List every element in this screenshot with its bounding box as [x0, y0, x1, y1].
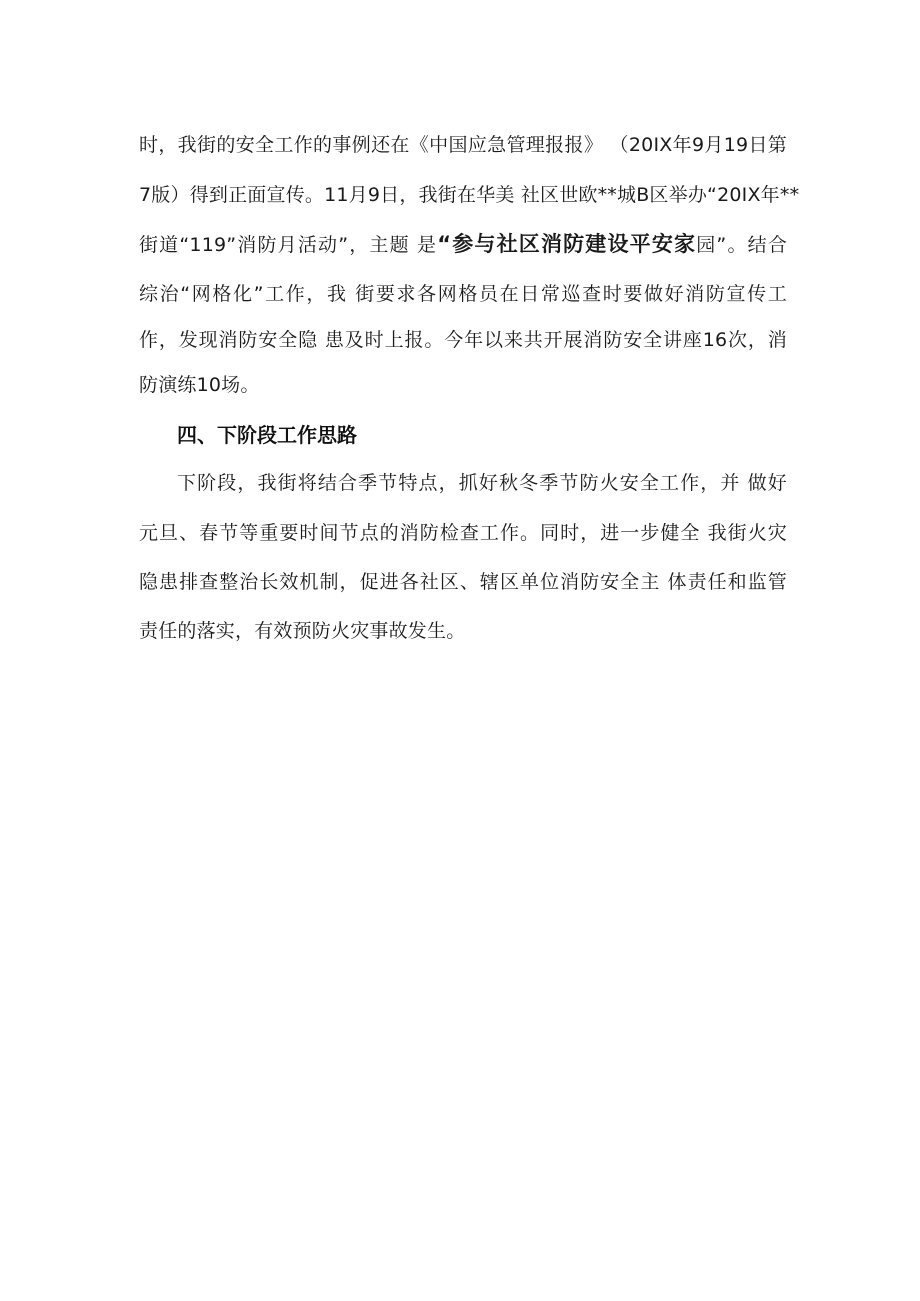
paragraph-line-3: [139, 233, 787, 256]
line-3-suffix: 园”。结合: [696, 234, 788, 256]
paragraph-line-4: 综治“网格化”工作，我 街要求各网格员在日常巡查时要做好消防宣传工: [139, 283, 787, 305]
section4-line-4: 责任的落实，有效预防火灾事故发生。: [139, 620, 466, 642]
section-heading: 四、下阶段工作思路: [177, 423, 357, 447]
section4-line-3: 隐患排查整治长效机制，促进各社区、辖区单位消防安全主 体责任和监管: [139, 571, 787, 593]
activity-theme: “参与社区消防建设平安家: [437, 232, 697, 256]
paragraph-line-5: 作，发现消防安全隐 患及时上报。今年以来共开展消防安全讲座16次，消: [139, 329, 787, 351]
section4-line-1: 下阶段，我街将结合季节特点，抓好秋冬季节防火安全工作，并 做好: [177, 472, 787, 494]
paragraph-line-2: 7版）得到正面宣传。11月9日，我街在华美 社区世欧**城B区举办“20IX年**: [139, 184, 800, 206]
paragraph-line-6: 防演练10场。: [139, 374, 260, 396]
section4-line-2: 元旦、春节等重要时间节点的消防检查工作。同时，进一步健全 我街火灾: [139, 522, 787, 544]
line-3-prefix: 街道“119”消防月活动”，主题 是: [139, 234, 438, 256]
paragraph-line-1: 时，我街的安全工作的事例还在《中国应急管理报报》 （20IX年9月19日第: [139, 134, 787, 156]
